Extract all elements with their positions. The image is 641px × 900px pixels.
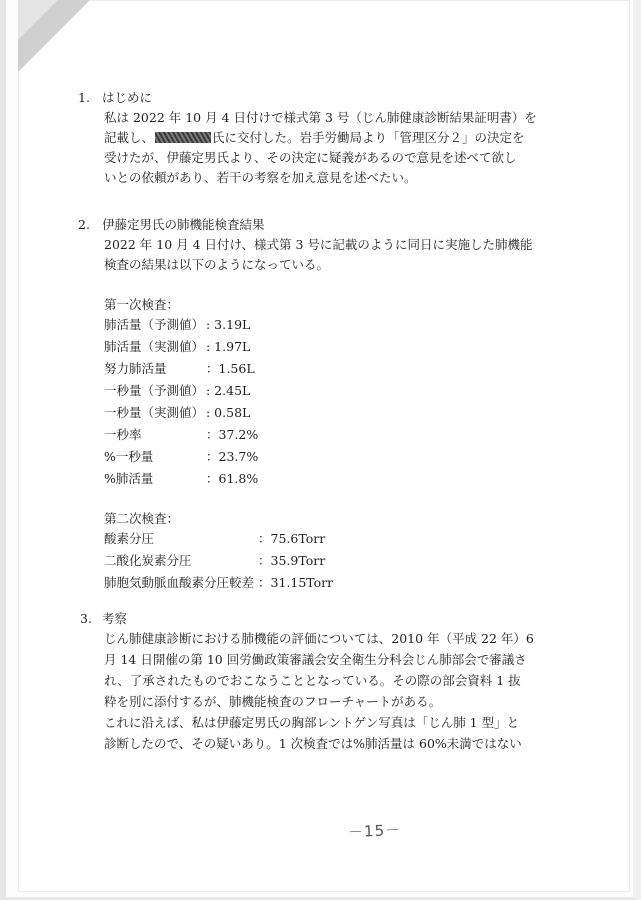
section-2-heading: 伊藤定男氏の肺機能検査結果: [102, 217, 265, 232]
second-exam-label: 肺胞気動脈血酸素分圧較差: [104, 575, 255, 590]
section-3-line-5: これに沿えば、私は伊藤定男氏の胸部レントゲン写真は「じん肺 1 型」と: [104, 715, 520, 730]
section-3-line-6: 診断したので、その疑いあり。1 次検査では%肺活量は 60%未満ではない: [104, 736, 522, 751]
section-2-line-1: 2022 年 10 月 4 日付け、様式第 3 号に記載のように同日に実施した肺機能: [104, 237, 533, 252]
first-exam-label: 一秒量（予測値）: [104, 383, 205, 398]
first-exam-label: %一秒量: [104, 449, 154, 464]
first-exam-value: ：37.2%: [206, 427, 259, 442]
folded-corner-highlight: [18, 0, 58, 40]
section-1-line-2-rest: 氏に交付した。岩手労働局より「管理区分２」の決定を: [212, 130, 525, 145]
first-exam-label: 努力肺活量: [104, 361, 167, 376]
section-1-heading: はじめに: [102, 90, 153, 105]
redacted-name: [155, 132, 211, 143]
second-exam-value: ：31.15Torr: [258, 575, 334, 590]
first-exam-label: %肺活量: [104, 471, 154, 486]
first-exam-label: 肺活量（実測値）: [104, 339, 205, 354]
first-exam-label: 一秒率: [104, 427, 142, 442]
section-2-line-2: 検査の結果は以下のようになっている。: [104, 257, 330, 272]
section-1-line-2-prefix: 記載し、: [104, 130, 155, 145]
section-1-line-2: [104, 130, 525, 146]
first-exam-value: ：1.56L: [206, 361, 255, 376]
first-exam-label: 一秒量（実測値）: [104, 405, 205, 420]
section-3-number: 3.: [80, 611, 92, 626]
section-3-line-2: 月 14 日開催の第 10 回労働政策審議会安全衛生分科会じん肺部会で審議さ: [104, 652, 527, 667]
section-3-line-4: 粋を別に添付するが、肺機能検査のフローチャートがある。: [104, 694, 442, 709]
second-exam-value: ：35.9Torr: [258, 553, 326, 568]
first-exam-value: ：23.7%: [206, 449, 259, 464]
first-exam-value: : 3.19L: [206, 317, 251, 332]
first-exam-label: 肺活量（予測値）: [104, 317, 205, 332]
section-1-number: 1.: [78, 90, 90, 105]
section-1-line-1: 私は 2022 年 10 月 4 日付けで様式第 3 号（じん肺健康診断結果証明書）を: [104, 110, 537, 125]
second-exam-title: 第二次検査：: [104, 511, 180, 526]
first-exam-value: : 1.97L: [206, 339, 251, 354]
page-number: －15－: [347, 820, 402, 842]
second-exam-label: 酸素分圧: [104, 531, 155, 546]
second-exam-label: 二酸化炭素分圧: [104, 553, 192, 568]
section-1-line-3: 受けたが、伊藤定男氏より、その決定に疑義があるので意見を述べて欲し: [104, 150, 517, 165]
second-exam-value: ：75.6Torr: [258, 531, 326, 546]
first-exam-title: 第一次検査：: [104, 297, 180, 312]
first-exam-value: : 2.45L: [206, 383, 251, 398]
first-exam-value: : 0.58L: [206, 405, 251, 420]
first-exam-value: ：61.8%: [206, 471, 259, 486]
section-3-line-3: れ、了承されたものでおこなうこととなっている。その際の部会資料 1 抜: [104, 673, 521, 688]
section-1-line-4: いとの依頼があり、若干の考察を加え意見を述べたい。: [104, 170, 417, 185]
document-sheet: [18, 0, 630, 892]
section-3-line-1: じん肺健康診断における肺機能の評価については、2010 年（平成 22 年）6: [104, 631, 534, 646]
section-3-heading: 考察: [102, 611, 128, 626]
section-2-number: 2.: [78, 217, 90, 232]
